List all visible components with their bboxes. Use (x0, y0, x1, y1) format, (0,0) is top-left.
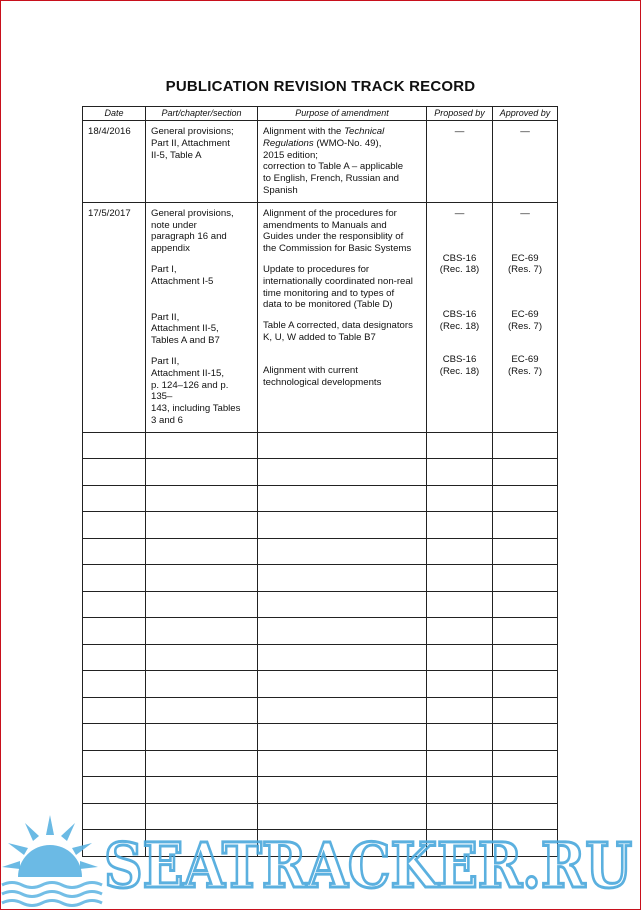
purpose-line: Spanish (263, 184, 298, 196)
empty-table-row (83, 777, 558, 804)
empty-cell (146, 618, 258, 645)
entry-date: 18/4/2016 (88, 126, 131, 137)
proposed-by: — (454, 126, 465, 137)
empty-cell (146, 485, 258, 512)
empty-cell (427, 591, 493, 618)
empty-cell (258, 459, 427, 486)
approved-cell (493, 121, 558, 203)
header-date: Date (83, 107, 146, 121)
empty-cell (146, 697, 258, 724)
part-cell (146, 202, 258, 432)
part-line: 143, including Tables (151, 403, 241, 415)
empty-cell (83, 697, 146, 724)
empty-table-row (83, 432, 558, 459)
part-line: 3 and 6 (151, 414, 184, 426)
empty-cell (83, 512, 146, 539)
part-line: General provisions; (151, 126, 234, 137)
empty-cell (427, 724, 493, 751)
approved-by: EC-69 (511, 309, 539, 321)
empty-cell (146, 644, 258, 671)
approved-by: — (520, 126, 530, 137)
empty-table-row (83, 644, 558, 671)
empty-table-row (83, 591, 558, 618)
empty-cell (258, 750, 427, 777)
empty-cell (83, 618, 146, 645)
empty-cell (146, 671, 258, 698)
empty-cell (493, 565, 558, 592)
empty-cell (258, 432, 427, 459)
purpose-line: to English, French, Russian and (263, 173, 399, 185)
part-line: II-5, Table A (151, 149, 202, 161)
date-cell (83, 202, 146, 432)
empty-cell (258, 724, 427, 751)
empty-cell (493, 724, 558, 751)
approved-cell (493, 202, 558, 432)
approved-by: EC-69 (511, 353, 539, 365)
table-header-row (83, 107, 558, 121)
purpose-line: Alignment of the procedures for (263, 207, 397, 219)
approved-by: — (520, 207, 530, 219)
empty-cell (83, 485, 146, 512)
part-line: p. 124–126 and p. 135– (151, 379, 229, 403)
empty-cell (493, 432, 558, 459)
empty-table-row (83, 538, 558, 565)
purpose-cell (258, 202, 427, 432)
purpose-line: Table A corrected, data designators (263, 320, 413, 332)
approved-by: (Res. 7) (507, 320, 543, 332)
empty-cell (493, 459, 558, 486)
empty-cell (493, 777, 558, 804)
proposed-by: (Rec. 18) (439, 365, 480, 377)
empty-cell (83, 565, 146, 592)
empty-cell (427, 512, 493, 539)
part-line: Tables A and B7 (151, 335, 220, 347)
purpose-line: Regulations (WMO-No. 49), (263, 137, 382, 149)
empty-cell (258, 671, 427, 698)
empty-cell (83, 671, 146, 698)
empty-cell (146, 538, 258, 565)
part-cell (146, 121, 258, 203)
part-line: Part II, (151, 355, 180, 367)
empty-cell (427, 777, 493, 804)
purpose-line: Alignment with the Technical (263, 126, 385, 137)
empty-cell (146, 724, 258, 751)
page-title: PUBLICATION REVISION TRACK RECORD (165, 78, 476, 95)
table-row (83, 202, 558, 432)
empty-cell (146, 459, 258, 486)
empty-cell (493, 591, 558, 618)
empty-cell (146, 591, 258, 618)
purpose-cell (258, 121, 427, 203)
proposed-by: — (454, 207, 465, 219)
header-part: Part/chapter/section (146, 107, 258, 121)
sun-logo-icon (2, 815, 102, 906)
part-line: Part II, Attachment (151, 137, 230, 149)
empty-cell (258, 485, 427, 512)
empty-cell (146, 750, 258, 777)
proposed-by: CBS-16 (442, 353, 477, 365)
part-line: appendix (151, 243, 190, 255)
empty-cell (258, 565, 427, 592)
empty-cell (83, 591, 146, 618)
empty-table-row (83, 697, 558, 724)
empty-cell (493, 750, 558, 777)
empty-cell (427, 618, 493, 645)
proposed-cell (427, 121, 493, 203)
proposed-by: CBS-16 (442, 309, 477, 321)
empty-cell (83, 750, 146, 777)
part-line: Part II, (151, 311, 180, 323)
empty-cell (146, 512, 258, 539)
purpose-line: K, U, W added to Table B7 (263, 331, 376, 343)
purpose-line: technological developments (263, 376, 382, 388)
part-line: Attachment I-5 (151, 275, 214, 287)
purpose-line: amendments to Manuals and (263, 219, 387, 231)
empty-cell (258, 618, 427, 645)
empty-cell (427, 485, 493, 512)
empty-cell (493, 671, 558, 698)
empty-cell (493, 485, 558, 512)
header-proposed-by: Proposed by (427, 107, 493, 121)
empty-cell (258, 512, 427, 539)
purpose-line: Update to procedures for (263, 263, 370, 275)
empty-cell (146, 777, 258, 804)
entry-date: 17/5/2017 (88, 207, 131, 219)
approved-by: (Res. 7) (507, 264, 543, 276)
empty-table-row (83, 485, 558, 512)
purpose-line: time monitoring and to types of (263, 287, 395, 299)
date-cell (83, 121, 146, 203)
empty-table-row (83, 750, 558, 777)
purpose-line: correction to Table A – applicable (263, 161, 404, 173)
empty-table-row (83, 618, 558, 645)
revision-table (82, 106, 558, 857)
part-line: Attachment II-15, (151, 367, 225, 379)
empty-cell (427, 538, 493, 565)
empty-cell (427, 459, 493, 486)
table-row (83, 121, 558, 203)
header-approved-by: Approved by (493, 107, 558, 121)
empty-table-row (83, 565, 558, 592)
part-line: Attachment II-5, (151, 323, 219, 335)
empty-cell (83, 777, 146, 804)
empty-cell (83, 459, 146, 486)
empty-cell (493, 644, 558, 671)
empty-cell (493, 512, 558, 539)
empty-cell (83, 538, 146, 565)
part-line: General provisions, (151, 207, 234, 219)
header-purpose: Purpose of amendment (258, 107, 427, 121)
empty-table-row (83, 671, 558, 698)
empty-cell (427, 750, 493, 777)
empty-cell (258, 538, 427, 565)
approved-by: EC-69 (511, 252, 539, 264)
proposed-by: (Rec. 18) (439, 264, 480, 276)
empty-cell (493, 538, 558, 565)
empty-cell (427, 565, 493, 592)
purpose-line: internationally coordinated non-real (263, 275, 413, 287)
purpose-line: Alignment with current (263, 364, 358, 376)
approved-by: (Res. 7) (507, 365, 543, 377)
empty-cell (427, 697, 493, 724)
purpose-line: 2015 edition; (263, 149, 318, 161)
empty-cell (427, 671, 493, 698)
purpose-line: the Commission for Basic Systems (263, 243, 412, 255)
empty-table-row (83, 724, 558, 751)
empty-cell (258, 697, 427, 724)
seatracker-watermark (0, 805, 641, 910)
empty-cell (258, 777, 427, 804)
proposed-cell (427, 202, 493, 432)
empty-cell (427, 644, 493, 671)
part-line: paragraph 16 and (151, 231, 227, 243)
purpose-line: Guides under the responsiblity of (263, 231, 404, 243)
empty-table-row (83, 459, 558, 486)
empty-cell (493, 697, 558, 724)
empty-cell (146, 432, 258, 459)
purpose-line: data to be monitored (Table D) (263, 299, 393, 311)
watermark-text: SEATRACKER.RU (104, 829, 632, 902)
empty-cell (146, 565, 258, 592)
empty-cell (258, 591, 427, 618)
proposed-by: CBS-16 (442, 252, 477, 264)
empty-cell (83, 432, 146, 459)
empty-table-row (83, 512, 558, 539)
empty-cell (258, 644, 427, 671)
proposed-by: (Rec. 18) (439, 320, 480, 332)
empty-cell (83, 644, 146, 671)
empty-cell (493, 618, 558, 645)
empty-cell (83, 724, 146, 751)
part-line: note under (151, 219, 197, 231)
empty-cell (427, 432, 493, 459)
part-line: Part I, (151, 263, 177, 275)
